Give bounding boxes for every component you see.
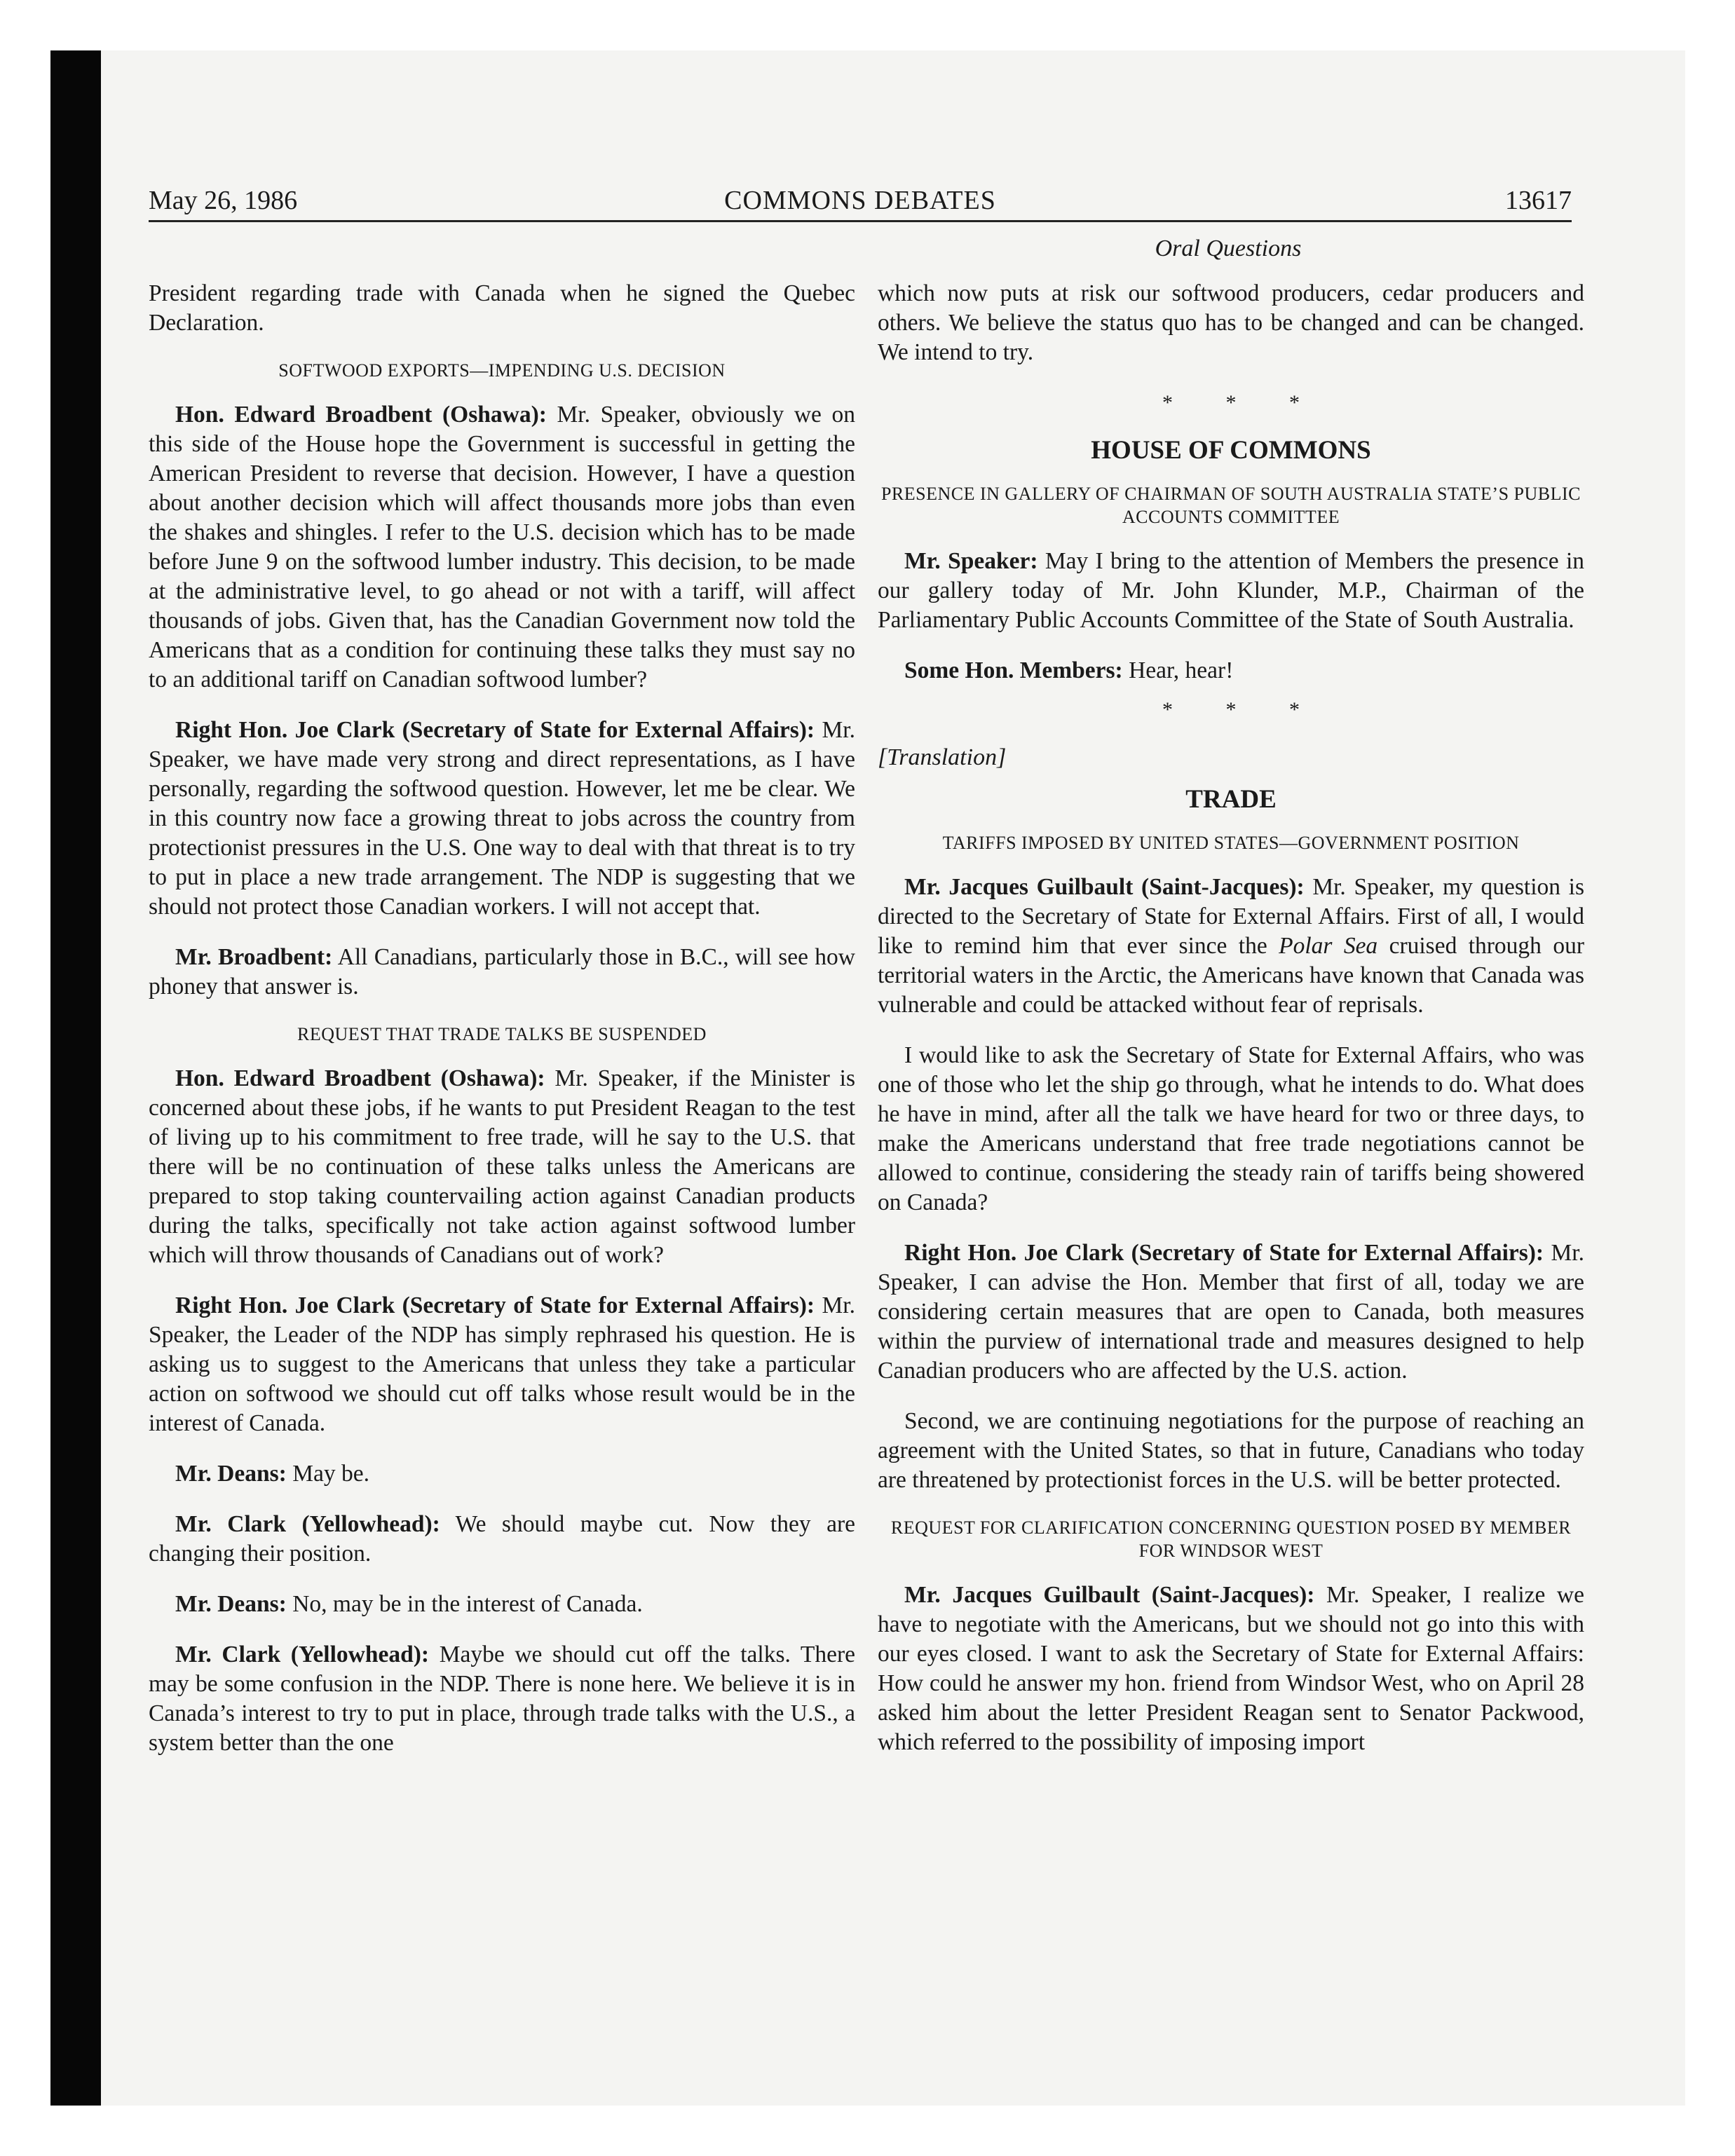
page-header xyxy=(149,181,1572,222)
speech-text: Mr. Speaker, my question is directed to the Secretary of State for External Affairs. First of all, I would like to remind him that ever since the xyxy=(878,874,1584,959)
speaker-name: Hon. Edward Broadbent (Oshawa): xyxy=(175,1065,545,1091)
speech-text: All Canadians, particularly those in B.C., will see how phoney that answer is. xyxy=(149,944,855,999)
speech-text: Mr. Speaker, we have made very strong and direct representations, as I have personally, regarding the softwood question. However, let me be clear. We in this country now face a growing threat to jobs across the country from protectionist pressures in the U.S. One way to deal with that threat is to try to put in place a new trade arrangement. The NDP is suggesting that we should not protect those Canadian workers. I will not accept that. xyxy=(149,717,855,920)
speech-text: Mr. Speaker, obviously we on this side of the House hope the Government is successful in getting the American President to reverse that decision. However, I have a question about another decision which will affect thousands more jobs than even the shakes and shingles. I refer to the U.S. decision which has to be made before June 9 on the softwood lumber industry. This decision, to be made at the administrative level, to go ahead or not with a tariff, will affect thousands of jobs. Given that, has the Canadian Government now told the Americans that as a condition for continuing these talks they must say no to an additional tariff on Canadian softwood lumber? xyxy=(149,402,855,692)
section-separator: * * * xyxy=(1162,391,1324,414)
scan-edge-bar xyxy=(50,50,101,2106)
speech-text: May be. xyxy=(286,1461,369,1487)
paragraph: I would like to ask the Secretary of State for External Affairs, who was one of those who let the ship go through, what he intends to do. What does he have in mind, after all the talk we have heard for two or three days, to make the Americans understand that free trade negotiations cannot be allowed to continue, considering the steady rain of tariffs being showered on Canada? xyxy=(878,1042,1584,1215)
running-head: Oral Questions xyxy=(1155,236,1302,261)
speaker-name: Mr. Jacques Guilbault (Saint-Jacques): xyxy=(904,1582,1315,1608)
paragraph xyxy=(878,873,1584,1020)
speaker-name: Mr. Speaker: xyxy=(904,548,1038,574)
header-date: May 26, 1986 xyxy=(149,186,298,215)
paragraph xyxy=(149,1291,855,1438)
speaker-name: Mr. Clark (Yellowhead): xyxy=(175,1511,440,1537)
speaker-name: Hon. Edward Broadbent (Oshawa): xyxy=(175,402,547,428)
speaker-name: Some Hon. Members: xyxy=(904,657,1123,683)
speech-text: cruised through our territorial waters in the Arctic, the Americans have known that Canada was vulnerable and could be attacked without fear of reprisals. xyxy=(878,933,1584,1018)
paragraph xyxy=(149,943,855,1002)
paragraph xyxy=(149,400,855,695)
paragraph xyxy=(149,716,855,922)
speech-text: Mr. Speaker, the Leader of the NDP has simply rephrased his question. He is asking us to suggest to the Americans that unless they take a particular action on softwood we should cut off talks whose result would be in the interest of Canada. xyxy=(149,1292,855,1436)
section-subheading: SOFTWOOD EXPORTS—IMPENDING U.S. DECISION xyxy=(278,360,726,381)
speech-text: Mr. Speaker, I can advise the Hon. Member that first of all, today we are considering certain measures that are open to Canada, both measures within the purview of international trade and measures designed to help Canadian producers who are affected by the U.S. action. xyxy=(878,1240,1584,1384)
section-subheading: PRESENCE IN GALLERY OF CHAIRMAN OF SOUTH AUSTRALIA STATE’S PUBLIC ACCOUNTS COMMITTEE xyxy=(880,484,1581,527)
speech-text: Mr. Speaker, if the Minister is concerned about these jobs, if he wants to put President Reagan to the test of living up to his commitment to free trade, will he say to the U.S. that there will be no continuation of these talks unless the Americans are prepared to stop taking countervailing action against Canadian products during the talks, specifically not take action against softwood lumber which will throw thousands of Canadians out of work? xyxy=(149,1065,855,1268)
speaker-name: Right Hon. Joe Clark (Secretary of State for External Affairs): xyxy=(904,1240,1544,1266)
paragraph xyxy=(149,1640,855,1758)
speech-text: Hear, hear! xyxy=(1122,657,1234,683)
speaker-name: Right Hon. Joe Clark (Secretary of State for External Affairs): xyxy=(175,1292,815,1318)
section-separator: * * * xyxy=(1162,698,1324,721)
section-subheading: REQUEST FOR CLARIFICATION CONCERNING QUESTION POSED BY MEMBER FOR WINDSOR WEST xyxy=(890,1517,1572,1561)
paragraph: President regarding trade with Canada when he signed the Quebec Declaration. xyxy=(149,280,855,336)
paragraph xyxy=(149,1459,855,1489)
speaker-name: Mr. Deans: xyxy=(175,1461,287,1487)
speaker-name: Mr. Broadbent: xyxy=(175,944,333,970)
header-page-number: 13617 xyxy=(1505,186,1572,215)
section-heading: HOUSE OF COMMONS xyxy=(1091,436,1371,465)
speech-text: We should maybe cut. Now they are changing their position. xyxy=(149,1511,855,1567)
paragraph: Second, we are continuing negotiations for the purpose of reaching an agreement with the United States, so that in future, Canadians who today are threatened by protectionist forces in the U.S. will be better protected. xyxy=(878,1408,1584,1493)
speech-text: Mr. Speaker, I realize we have to negotiate with the Americans, but we should not go into this with our eyes closed. I want to ask the Secretary of State for External Affairs: How could he answer my hon. friend from Windsor West, who on April 28 asked him about the letter President Reagan sent to Senator Packwood, which referred to the possibility of imposing import xyxy=(878,1582,1584,1755)
speaker-name: Mr. Deans: xyxy=(175,1591,287,1617)
paragraph xyxy=(878,1581,1584,1757)
right-column xyxy=(878,279,1584,1778)
header-title: COMMONS DEBATES xyxy=(724,186,996,215)
paragraph xyxy=(149,1064,855,1270)
speaker-name: Mr. Clark (Yellowhead): xyxy=(175,1642,430,1667)
speaker-name: Mr. Jacques Guilbault (Saint-Jacques): xyxy=(904,874,1305,900)
paragraph xyxy=(149,1590,855,1619)
section-subheading: REQUEST THAT TRADE TALKS BE SUSPENDED xyxy=(297,1024,707,1044)
section-heading: TRADE xyxy=(1185,785,1277,814)
paragraph xyxy=(878,1239,1584,1386)
left-column xyxy=(149,279,855,1779)
paragraph xyxy=(878,656,1584,685)
translation-marker: [Translation] xyxy=(878,744,1007,770)
speech-text: Maybe we should cut off the talks. There may be some confusion in the NDP. There is none here. We believe it is in Canada’s interest to try to put in place, through trade talks with the U.S., a system better than the one xyxy=(149,1642,855,1756)
speech-text: No, may be in the interest of Canada. xyxy=(286,1591,643,1617)
section-subheading: TARIFFS IMPOSED BY UNITED STATES—GOVERNMENT POSITION xyxy=(942,833,1520,853)
paragraph xyxy=(878,547,1584,635)
ship-name: Polar Sea xyxy=(1279,933,1378,959)
speaker-name: Right Hon. Joe Clark (Secretary of State for External Affairs): xyxy=(175,717,815,743)
paragraph: which now puts at risk our softwood producers, cedar producers and others. We believe the status quo has to be changed and can be changed. We intend to try. xyxy=(878,280,1584,365)
speech-text: May I bring to the attention of Members the presence in our gallery today of Mr. John Klunder, M.P., Chairman of the Parliamentary Public Accounts Committee of the State of South Australia. xyxy=(878,548,1584,633)
paragraph xyxy=(149,1510,855,1569)
